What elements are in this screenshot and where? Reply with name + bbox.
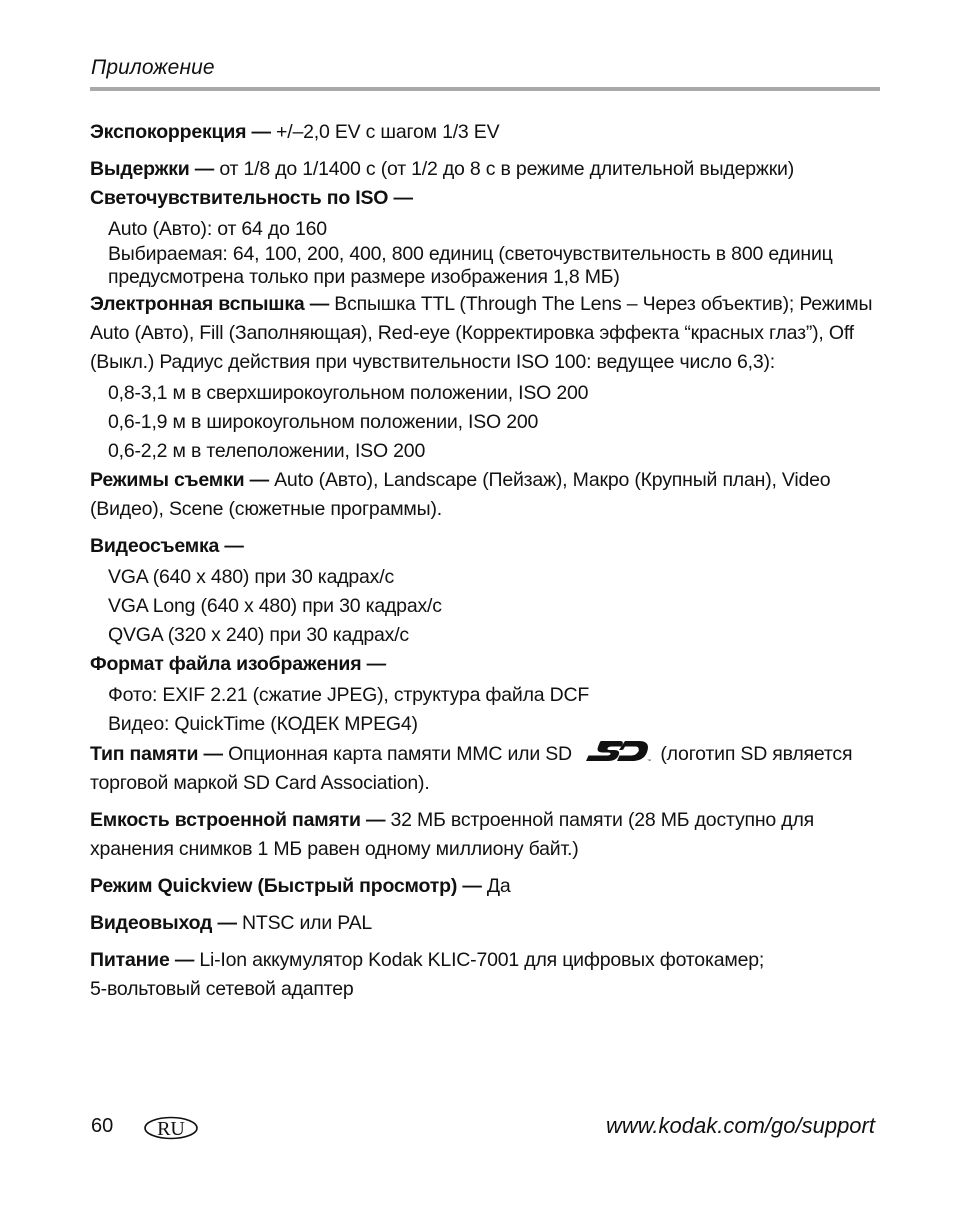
spec-label: Емкость встроенной памяти — [90, 809, 386, 831]
spec-value: Li-Ion аккумулятор Kodak KLIC-7001 для цифровых фотокамер; [199, 949, 765, 971]
language-badge-label: RU [157, 1118, 185, 1140]
spec-value: Да [486, 875, 511, 897]
spec-value: Auto (Авто), Landscape (Пейзаж), Макро (Крупный план), Video (Видео), Scene (сюжетные программы). [90, 469, 831, 520]
spec-exposure [90, 118, 890, 147]
spec-value: +/–2,0 EV с шагом 1/3 EV [276, 121, 500, 143]
file-format-list [108, 681, 890, 739]
flash-range-item: 0,6-2,2 м в телеположении, ISO 200 [108, 440, 426, 462]
spec-label: Электронная вспышка — [90, 293, 330, 315]
spec-label: Видеосъемка — [90, 535, 244, 557]
spec-value: Вспышка TTL (Through The Lens – Через объектив); Режимы Auto (Авто), Fill (Заполняющая), Red-eye (Корректировка эффекта “красных глаз”), Off (Выкл.) Радиус действия при чувствительности ISO 100: ведущее число 6,3): [90, 293, 873, 373]
support-url-link[interactable]: www.kodak.com/go/support [605, 1113, 875, 1138]
spec-value: Опционная карта памяти MMC или SD [228, 743, 572, 765]
spec-label: Выдержки — [90, 158, 215, 180]
iso-selectable-line-1: Выбираемая: 64, 100, 200, 400, 800 единиц (светочувствительность в 800 единиц [108, 243, 833, 265]
spec-label: Видеовыход — [90, 912, 237, 934]
spec-value-continued: (логотип SD является торговой маркой SD Card Association). [90, 743, 853, 794]
flash-range-item: 0,8-3,1 м в сверхширокоугольном положении, ISO 200 [108, 382, 589, 404]
spec-label: Режим Quickview (Быстрый просмотр) — [90, 875, 482, 897]
file-format-video: Видео: QuickTime (КОДЕК MPEG4) [108, 713, 418, 735]
spec-label: Тип памяти — [90, 743, 223, 765]
spec-label: Формат файла изображения — [90, 653, 386, 675]
iso-sub-list [108, 215, 890, 290]
spec-value: 32 МБ встроенной памяти (28 МБ доступно для хранения снимков 1 МБ равен одному миллиону байт.) [90, 809, 814, 860]
spec-label: Светочувствительность по ISO — [90, 187, 413, 209]
flash-range-item: 0,6-1,9 м в широкоугольном положении, ISO 200 [108, 411, 539, 433]
spec-quickview [90, 872, 890, 901]
spec-value-line-2: 5-вольтовый сетевой адаптер [90, 978, 354, 1000]
video-mode-item: VGA (640 x 480) при 30 кадрах/с [108, 566, 394, 588]
spec-label: Режимы съемки — [90, 469, 269, 491]
spec-label: Экспокоррекция — [90, 121, 271, 143]
page-header-title: Приложение [91, 56, 215, 79]
flash-range-list [108, 379, 890, 466]
spec-label: Питание — [90, 949, 195, 971]
spec-shooting-modes [90, 466, 890, 524]
video-mode-list [108, 563, 890, 650]
spec-value: от 1/8 до 1/1400 с (от 1/2 до 8 с в режиме длительной выдержки) [219, 158, 795, 180]
spec-iso [90, 184, 890, 213]
spec-video-out [90, 909, 890, 938]
language-badge-icon [143, 1116, 199, 1140]
video-mode-item: VGA Long (640 x 480) при 30 кадрах/с [108, 595, 442, 617]
file-format-photo: Фото: EXIF 2.21 (сжатие JPEG), структура файла DCF [108, 684, 590, 706]
spec-list [90, 118, 890, 1004]
spec-video [90, 532, 890, 561]
header-divider [90, 87, 880, 91]
sd-logo-icon [581, 739, 651, 763]
spec-flash [90, 290, 890, 377]
spec-file-format [90, 650, 890, 679]
spec-memory-type [90, 739, 890, 798]
spec-shutter [90, 155, 890, 184]
spec-value: NTSC или PAL [241, 912, 373, 934]
svg-text:™: ™ [647, 758, 651, 763]
iso-auto: Auto (Авто): от 64 до 160 [108, 218, 327, 240]
spec-power [90, 946, 890, 1004]
page-number: 60 [91, 1115, 114, 1137]
video-mode-item: QVGA (320 x 240) при 30 кадрах/с [108, 624, 409, 646]
spec-internal-memory [90, 806, 890, 864]
iso-selectable-line-2: предусмотрена только при размере изображения 1,8 МБ) [108, 266, 620, 288]
